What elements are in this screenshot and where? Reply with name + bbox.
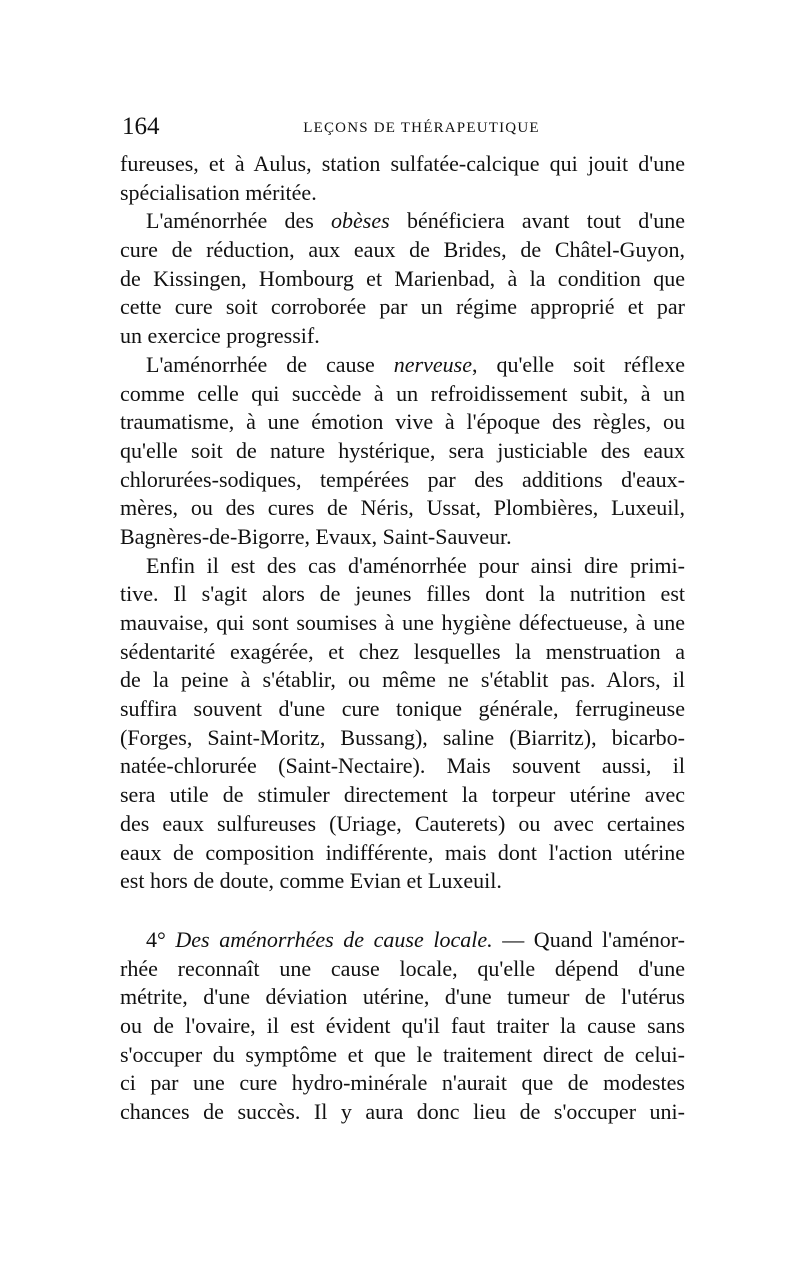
text-line: chances de succès. Il y aura donc lieu de s'occuper uni- xyxy=(120,1099,685,1124)
text-run: L'aménorrhée des xyxy=(146,208,332,234)
text-line: de Kissingen, Hombourg et Marienbad, à la condition que xyxy=(120,265,685,291)
emphasis-nerveuse: nerveuse xyxy=(393,351,472,377)
text-line: ou de l'ovaire, il est évident qu'il faut traiter la cause sans xyxy=(120,1012,685,1038)
text-line: cette cure soit corroborée par un régime approprié et par xyxy=(120,294,685,320)
text-line xyxy=(120,351,685,380)
text-line: spécialisation méritée. xyxy=(120,179,317,205)
body-text xyxy=(120,150,685,1127)
text-line: suffira souvent d'une cure tonique générale, ferrugineuse xyxy=(120,696,685,722)
text-line: mauvaise, qui sont soumises à une hygiène défectueuse, à une xyxy=(120,610,685,635)
running-head: LEÇONS DE THÉRAPEUTIQUE xyxy=(303,120,540,136)
text-line: cure de réduction, aux eaux de Brides, de Châtel-Guyon, xyxy=(120,237,685,263)
text-line: métrite, d'une déviation utérine, d'une tumeur de l'utérus xyxy=(120,984,685,1010)
emphasis-obeses: obèses xyxy=(331,208,390,234)
text-line: s'occuper du symptôme et que le traitement direct de celui- xyxy=(120,1041,685,1067)
text-line xyxy=(120,926,685,955)
text-line xyxy=(120,207,685,236)
text-line: qu'elle soit de nature hystérique, sera justiciable des eaux xyxy=(120,437,685,463)
section-number: 4° xyxy=(146,926,176,952)
text-line: mères, ou des cures de Néris, Ussat, Plombières, Luxeuil, xyxy=(120,495,685,521)
text-line: rhée reconnaît une cause locale, qu'elle dépend d'une xyxy=(120,955,685,981)
page-number: 164 xyxy=(122,113,160,140)
text-run: — Quand l'aménor- xyxy=(492,926,685,952)
text-line: chlorurées-sodiques, tempérées par des additions d'eaux- xyxy=(120,466,685,492)
text-line: sédentarité exagérée, et chez lesquelles la menstruation a xyxy=(120,638,685,664)
text-line: eaux de composition indifférente, mais dont l'action utérine xyxy=(120,839,685,865)
text-line: ci par une cure hydro-minérale n'aurait que de modestes xyxy=(120,1070,685,1096)
section-gap xyxy=(120,896,685,926)
text-line: comme celle qui succède à un refroidissement subit, à un xyxy=(120,380,685,406)
text-run: L'aménorrhée de cause xyxy=(146,351,394,377)
text-line: fureuses, et à Aulus, station sulfatée-calcique qui jouit d'une xyxy=(120,151,685,176)
text-line: tive. Il s'agit alors de jeunes filles dont la nutrition est xyxy=(120,581,685,607)
text-line: Bagnères-de-Bigorre, Evaux, Saint-Sauveur. xyxy=(120,523,512,549)
text-line: un exercice progressif. xyxy=(120,323,320,349)
text-line: sera utile de stimuler directement la torpeur utérine avec xyxy=(120,782,685,808)
section-heading: Des aménorrhées de cause locale. xyxy=(175,926,493,952)
text-line: (Forges, Saint-Moritz, Bussang), saline (Biarritz), bicarbo- xyxy=(120,724,685,750)
text-run: , qu'elle soit réflexe xyxy=(471,351,685,377)
text-line: Enfin il est des cas d'aménorrhée pour ainsi dire primi- xyxy=(146,552,685,578)
text-line: traumatisme, à une émotion vive à l'époque des règles, ou xyxy=(120,409,685,435)
text-line: de la peine à s'établir, ou même ne s'établit pas. Alors, il xyxy=(120,667,685,693)
text-line: natée-chlorurée (Saint-Nectaire). Mais souvent aussi, il xyxy=(120,753,685,779)
text-line: est hors de doute, comme Evian et Luxeuil. xyxy=(120,868,502,894)
text-run: bénéficiera avant tout d'une xyxy=(389,208,685,234)
text-line: des eaux sulfureuses (Uriage, Cauterets) ou avec certaines xyxy=(120,810,685,836)
page-header xyxy=(120,112,685,142)
